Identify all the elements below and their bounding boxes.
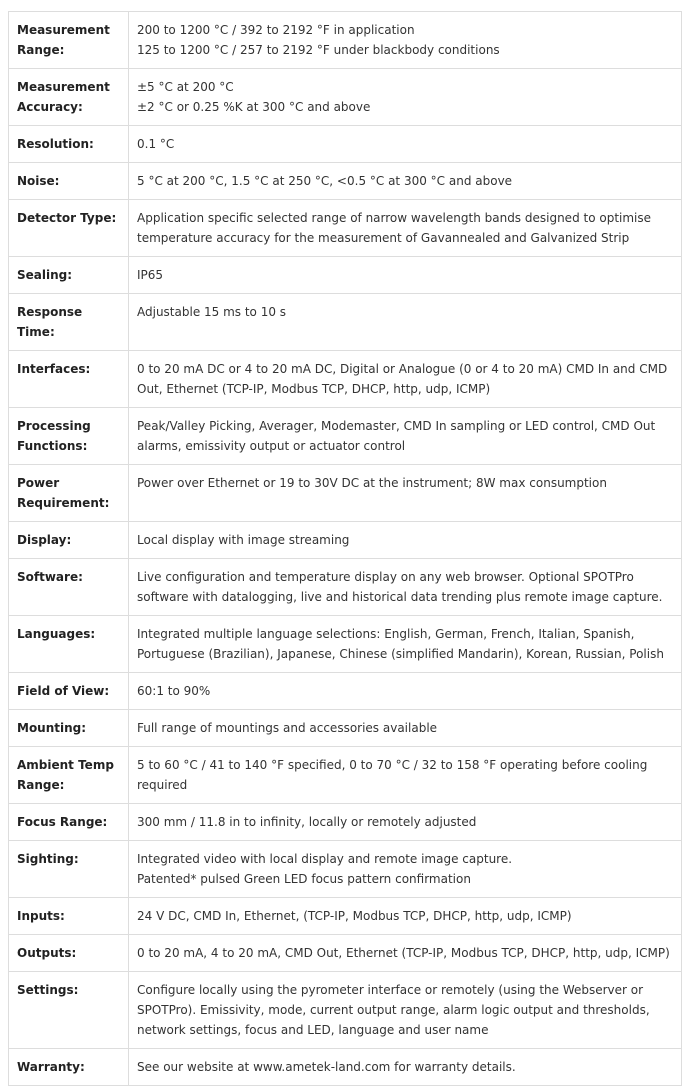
spec-value (129, 841, 682, 898)
spec-value-line: alarms, emissivity output or actuator control (137, 439, 406, 453)
spec-value-line: 300 mm / 11.8 in to infinity, locally or remotely adjusted (137, 815, 477, 829)
spec-value-line: Out, Ethernet (TCP-IP, Modbus TCP, DHCP, http, udp, ICMP) (137, 382, 491, 396)
spec-value-line: 0 to 20 mA DC or 4 to 20 mA DC, Digital or Analogue (0 or 4 to 20 mA) CMD In and CMD (137, 362, 668, 376)
spec-label: Languages: (9, 616, 129, 673)
spec-value-line: 5 °C at 200 °C, 1.5 °C at 250 °C, <0.5 °C at 300 °C and above (137, 174, 513, 188)
spec-value (129, 257, 682, 294)
spec-label: Sealing: (9, 257, 129, 294)
spec-row (9, 804, 682, 841)
spec-row (9, 898, 682, 935)
spec-row (9, 163, 682, 200)
spec-value (129, 69, 682, 126)
spec-row (9, 200, 682, 257)
spec-value-line: 0.1 °C (137, 137, 175, 151)
spec-label: Resolution: (9, 126, 129, 163)
spec-row (9, 673, 682, 710)
spec-label: Settings: (9, 972, 129, 1049)
spec-label: Processing Functions: (9, 408, 129, 465)
spec-row (9, 69, 682, 126)
spec-value-line: 5 to 60 °C / 41 to 140 °F specified, 0 to 70 °C / 32 to 158 °F operating before cooling (137, 758, 648, 772)
spec-label: Display: (9, 522, 129, 559)
spec-value (129, 710, 682, 747)
spec-value-line: Power over Ethernet or 19 to 30V DC at the instrument; 8W max consumption (137, 476, 607, 490)
spec-value-line: Integrated multiple language selections: English, German, French, Italian, Spanish, (137, 627, 635, 641)
spec-value (129, 465, 682, 522)
spec-value-line: software with datalogging, live and historical data trending plus remote image capture. (137, 590, 663, 604)
spec-label: Inputs: (9, 898, 129, 935)
spec-label: Ambient Temp Range: (9, 747, 129, 804)
spec-value-line: temperature accuracy for the measurement of Gavannealed and Galvanized Strip (137, 231, 630, 245)
spec-value-line: Adjustable 15 ms to 10 s (137, 305, 287, 319)
spec-value-line: Peak/Valley Picking, Averager, Modemaster, CMD In sampling or LED control, CMD Out (137, 419, 656, 433)
spec-label: Mounting: (9, 710, 129, 747)
spec-label: Sighting: (9, 841, 129, 898)
spec-label: Power Requirement: (9, 465, 129, 522)
spec-row (9, 559, 682, 616)
spec-label: Field of View: (9, 673, 129, 710)
spec-label: Detector Type: (9, 200, 129, 257)
spec-value (129, 294, 682, 351)
spec-value (129, 351, 682, 408)
spec-label: Focus Range: (9, 804, 129, 841)
specification-table (8, 11, 682, 1086)
spec-row (9, 841, 682, 898)
spec-row (9, 351, 682, 408)
spec-value-line: ±5 °C at 200 °C (137, 80, 234, 94)
spec-label: Outputs: (9, 935, 129, 972)
spec-row (9, 747, 682, 804)
spec-label: Interfaces: (9, 351, 129, 408)
spec-row (9, 294, 682, 351)
spec-value (129, 804, 682, 841)
spec-value-line: SPOTPro). Emissivity, mode, current output range, alarm logic output and thresholds, (137, 1003, 650, 1017)
spec-value-line: Integrated video with local display and remote image capture. (137, 852, 513, 866)
spec-label: Response Time: (9, 294, 129, 351)
spec-label: Measurement Range: (9, 12, 129, 69)
spec-value-line: ±2 °C or 0.25 %K at 300 °C and above (137, 100, 371, 114)
spec-value (129, 747, 682, 804)
spec-row (9, 972, 682, 1049)
spec-value-line: 60:1 to 90% (137, 684, 211, 698)
spec-value-line: IP65 (137, 268, 164, 282)
spec-value (129, 200, 682, 257)
specification-table-body (9, 12, 682, 1086)
spec-label: Noise: (9, 163, 129, 200)
spec-row (9, 126, 682, 163)
spec-value-line: required (137, 778, 188, 792)
spec-value (129, 12, 682, 69)
spec-value-line: network settings, focus and LED, language and user name (137, 1023, 489, 1037)
spec-value (129, 408, 682, 465)
spec-value (129, 522, 682, 559)
spec-value-line: Live configuration and temperature display on any web browser. Optional SPOTPro (137, 570, 634, 584)
spec-value-line: 125 to 1200 °C / 257 to 2192 °F under blackbody conditions (137, 43, 500, 57)
spec-row (9, 12, 682, 69)
spec-value-line: Patented* pulsed Green LED focus pattern confirmation (137, 872, 471, 886)
spec-label: Software: (9, 559, 129, 616)
spec-row (9, 710, 682, 747)
spec-row (9, 1049, 682, 1086)
spec-value-line: Application specific selected range of narrow wavelength bands designed to optimise (137, 211, 652, 225)
spec-value (129, 972, 682, 1049)
spec-row (9, 257, 682, 294)
spec-value (129, 616, 682, 673)
spec-value-line: 200 to 1200 °C / 392 to 2192 °F in application (137, 23, 415, 37)
spec-row (9, 408, 682, 465)
spec-value-line: Configure locally using the pyrometer interface or remotely (using the Webserver or (137, 983, 644, 997)
spec-value-line: Full range of mountings and accessories available (137, 721, 438, 735)
spec-row (9, 616, 682, 673)
spec-value (129, 163, 682, 200)
spec-row (9, 522, 682, 559)
spec-value (129, 898, 682, 935)
spec-value (129, 673, 682, 710)
spec-label: Measurement Accuracy: (9, 69, 129, 126)
spec-row (9, 935, 682, 972)
spec-value (129, 935, 682, 972)
spec-value-line: Local display with image streaming (137, 533, 350, 547)
spec-value-line: See our website at www.ametek-land.com for warranty details. (137, 1060, 516, 1074)
spec-row (9, 465, 682, 522)
spec-value-line: 0 to 20 mA, 4 to 20 mA, CMD Out, Ethernet (TCP-IP, Modbus TCP, DHCP, http, udp, ICMP) (137, 946, 670, 960)
spec-value-line: Portuguese (Brazilian), Japanese, Chinese (simplified Mandarin), Korean, Russian, Polish (137, 647, 664, 661)
spec-value-line: 24 V DC, CMD In, Ethernet, (TCP-IP, Modbus TCP, DHCP, http, udp, ICMP) (137, 909, 572, 923)
spec-value (129, 1049, 682, 1086)
spec-value (129, 559, 682, 616)
spec-value (129, 126, 682, 163)
spec-label: Warranty: (9, 1049, 129, 1086)
